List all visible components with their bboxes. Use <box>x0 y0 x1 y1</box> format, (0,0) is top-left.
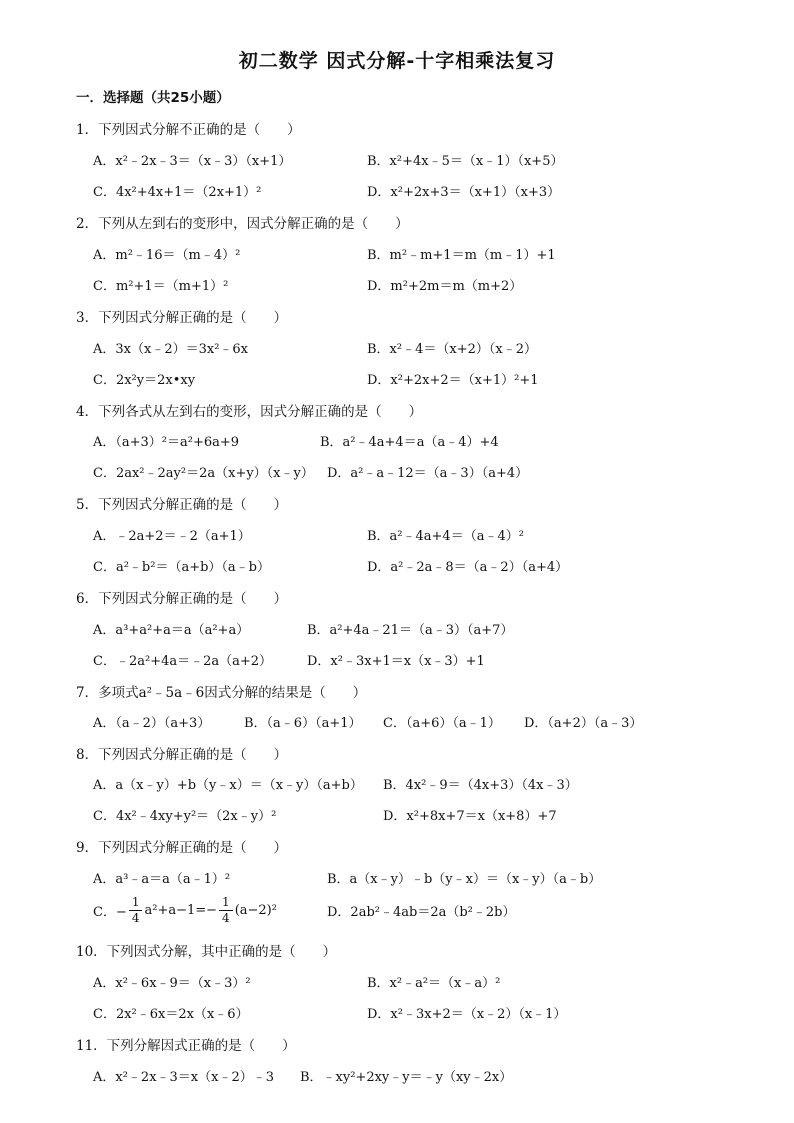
q9-option-a: A．a³﹣a＝a（a﹣1）² <box>93 872 231 887</box>
fraction-denominator: 4 <box>219 910 233 926</box>
fraction-denominator: 4 <box>129 910 143 926</box>
page-title: 初二数学 因式分解-十字相乘法复习 <box>238 50 556 72</box>
q9-option-b: B．a（x﹣y）﹣b（y﹣x）＝（x﹣y）（a﹣b） <box>327 872 602 887</box>
q6-option-c: C．﹣2a²+4a＝﹣2a（a+2） <box>93 654 273 669</box>
q9-option-d: D．2ab²﹣4ab＝2a（b²﹣2b） <box>327 905 516 920</box>
q4-option-b: B．a²﹣4a+4＝a（a﹣4）+4 <box>320 435 499 450</box>
q10-option-b: B．x²﹣a²＝（x﹣a）² <box>367 976 501 991</box>
question-10: 10．下列因式分解，其中正确的是（ ） <box>76 944 337 960</box>
q9-c-lead: C．− <box>93 904 127 920</box>
q7-option-a: A．（a﹣2）（a+3） <box>93 716 211 731</box>
q10-option-c: C．2x²﹣6x＝2x（x﹣6） <box>93 1007 249 1022</box>
q3-option-a: A．3x（x﹣2）＝3x²﹣6x <box>93 342 249 357</box>
q4-option-a: A．（a+3）²＝a²+6a+9 <box>93 435 240 450</box>
question-8: 8．下列因式分解正确的是（ ） <box>76 747 288 763</box>
q3-option-b: B．x²﹣4＝（x+2）（x﹣2） <box>367 342 537 357</box>
q4-option-d: D．a²﹣a﹣12＝（a﹣3）（a+4） <box>327 466 529 481</box>
q5-option-a: A．﹣2a+2＝﹣2（a+1） <box>93 529 251 544</box>
question-7: 7．多项式a²﹣5a﹣6因式分解的结果是（ ） <box>76 685 367 701</box>
fraction-numerator: 1 <box>222 894 230 909</box>
question-6: 6．下列因式分解正确的是（ ） <box>76 591 288 607</box>
q1-option-d: D．x²+2x+3＝（x+1）（x+3） <box>367 185 561 200</box>
fraction-numerator: 1 <box>131 894 140 909</box>
q5-option-b: B．a²﹣4a+4＝（a﹣4）² <box>367 529 524 544</box>
question-4: 4．下列各式从左到右的变形，因式分解正确的是（ ） <box>76 404 423 420</box>
q2-option-d: D．m²+2m＝m（m+2） <box>367 279 523 294</box>
q1-option-a: A．x²﹣2x﹣3＝（x﹣3）（x+1） <box>93 154 292 169</box>
q7-option-c: C．（a+6）（a﹣1） <box>383 716 501 731</box>
q3-option-c: C．2x²y＝2x•xy <box>93 373 196 388</box>
q7-option-d: D．（a+2）（a﹣3） <box>524 716 643 731</box>
q1-option-b: B．x²+4x﹣5＝（x﹣1）（x+5） <box>367 154 564 169</box>
q8-option-c: C．4x²﹣4xy+y²＝（2x﹣y）² <box>93 809 277 824</box>
q9-option-c <box>93 888 277 932</box>
q6-option-b: B．a²+4a﹣21＝（a﹣3）（a+7） <box>307 623 514 638</box>
q9-c-mid: a²+a−1=− <box>144 902 218 918</box>
q8-option-b: B．4x²﹣9＝（4x+3）（4x﹣3） <box>383 778 578 793</box>
q10-option-d: D．x²﹣3x+2＝（x﹣2）（x﹣1） <box>367 1007 567 1022</box>
q11-option-b: B．﹣xy²+2xy﹣y＝﹣y（xy﹣2x） <box>300 1070 513 1085</box>
q1-option-c: C．4x²+4x+1＝（2x+1）² <box>93 185 262 200</box>
q2-option-a: A．m²﹣16＝（m﹣4）² <box>93 248 241 263</box>
q10-option-a: A．x²﹣6x﹣9＝（x﹣3）² <box>93 976 251 991</box>
q11-option-a: A．x²﹣2x﹣3＝x（x﹣2）﹣3 <box>93 1070 275 1085</box>
question-5: 5．下列因式分解正确的是（ ） <box>76 497 288 513</box>
section-heading: 一．选择题（共25小题） <box>76 90 230 106</box>
q4-option-c: C．2ax²﹣2ay²＝2a（x+y）（x﹣y） <box>93 466 314 481</box>
fraction-one-quarter <box>129 895 143 926</box>
q7-option-b: B．（a﹣6）（a+1） <box>244 716 362 731</box>
q2-option-c: C．m²+1＝（m+1）² <box>93 279 229 294</box>
q5-option-c: C．a²﹣b²＝（a+b）（a﹣b） <box>93 560 270 575</box>
q8-option-a: A．a（x﹣y）+b（y﹣x）＝（x﹣y）（a+b） <box>93 778 363 793</box>
q5-option-d: D．a²﹣2a﹣8＝（a﹣2）（a+4） <box>367 560 569 575</box>
q2-option-b: B．m²﹣m+1＝m（m﹣1）+1 <box>367 248 556 263</box>
question-11: 11．下列分解因式正确的是（ ） <box>76 1038 296 1054</box>
q6-option-d: D．x²﹣3x+1＝x（x﹣3）+1 <box>307 654 485 669</box>
question-1: 1．下列因式分解不正确的是（ ） <box>76 122 301 138</box>
question-9: 9．下列因式分解正确的是（ ） <box>76 840 288 856</box>
fraction-one-quarter-2 <box>219 895 233 926</box>
q8-option-d: D．x²+8x+7＝x（x+8）+7 <box>383 809 557 824</box>
q9-c-tail: (a−2)² <box>234 902 277 918</box>
question-3: 3．下列因式分解正确的是（ ） <box>76 310 288 326</box>
question-2: 2．下列从左到右的变形中，因式分解正确的是（ ） <box>76 216 409 232</box>
q3-option-d: D．x²+2x+2＝（x+1）²+1 <box>367 373 539 388</box>
q6-option-a: A．a³+a²+a＝a（a²+a） <box>93 623 250 638</box>
